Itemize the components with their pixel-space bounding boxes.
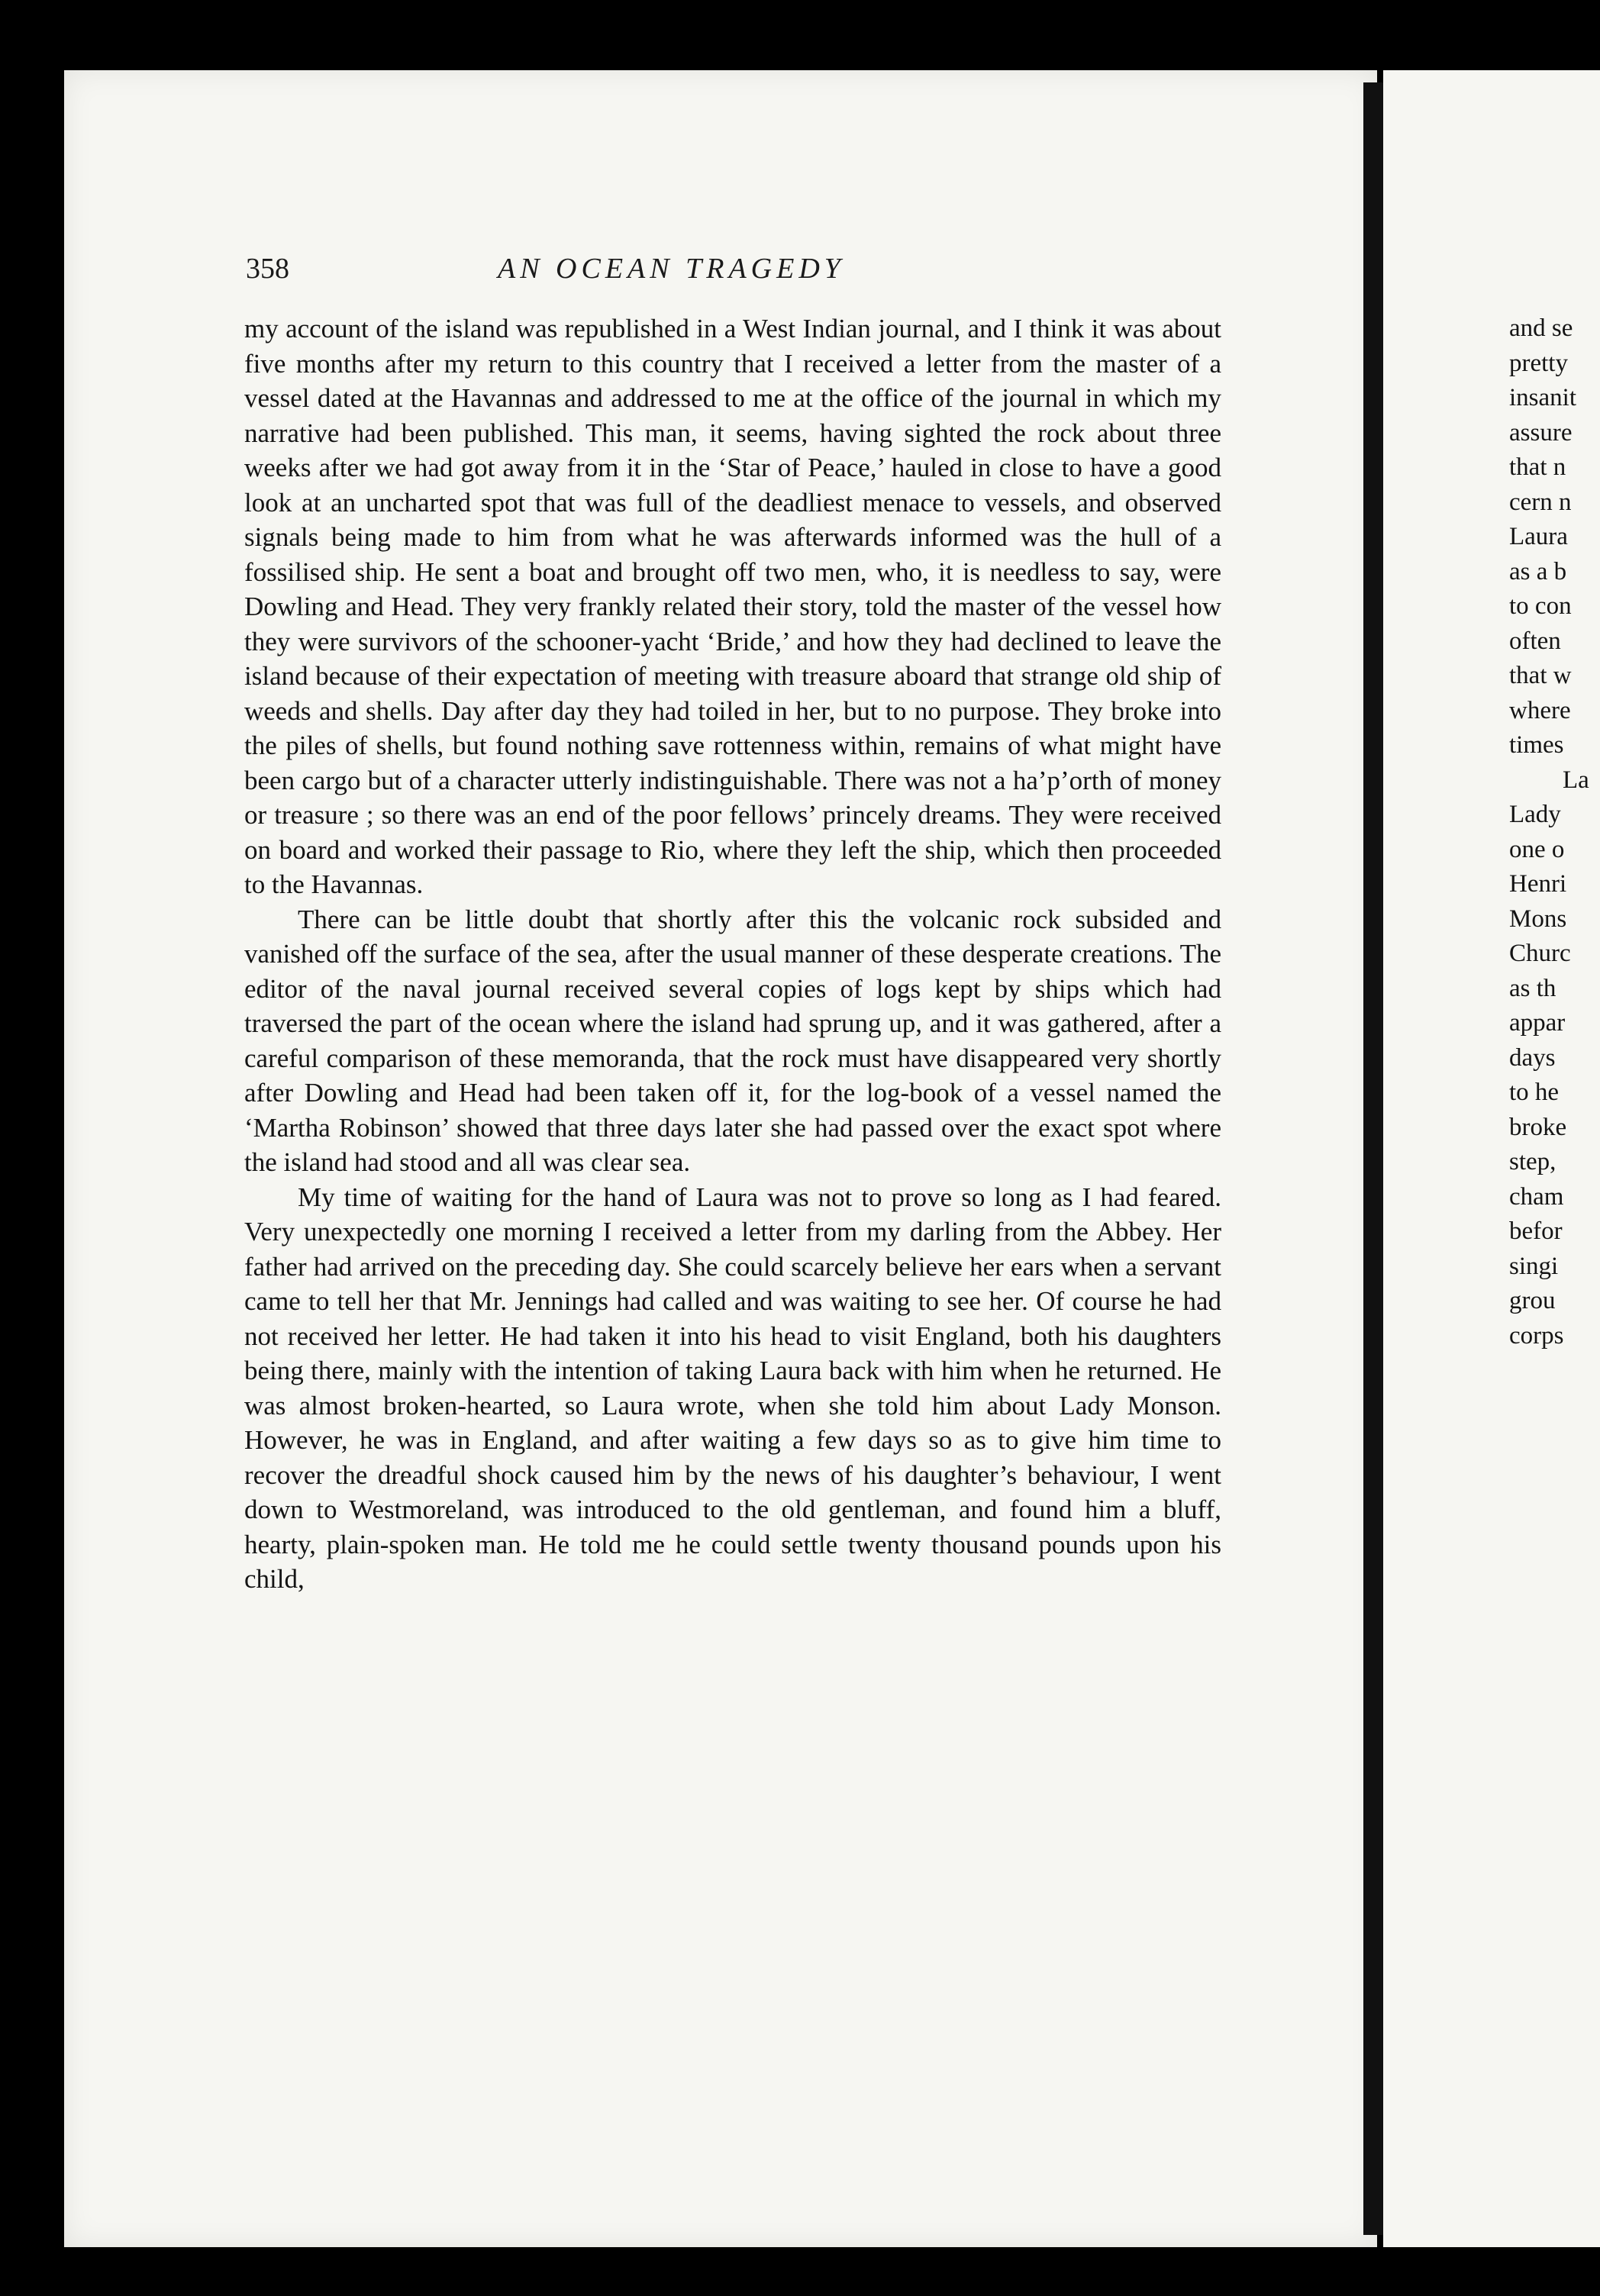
right-line: to he bbox=[1509, 1079, 1560, 1106]
right-line: step, bbox=[1509, 1148, 1556, 1175]
right-line: La bbox=[1563, 766, 1589, 794]
right-line: insanit bbox=[1509, 384, 1576, 411]
right-line: pretty bbox=[1509, 349, 1568, 377]
right-line: Lady bbox=[1509, 801, 1561, 828]
right-line: Laura bbox=[1509, 523, 1568, 550]
paragraph-3: My time of waiting for the hand of Laura was not to prove so long as I had feared. Very unexpectedly one morning I received a letter from my darling from the Abbey. Her father had arrived on the preceding day. She could scarcely believe her ears when a servant came to tell her that Mr. Jennings had called and was waiting to see her. Of course he had not received her letter. He had taken it into his head to visit England, both his daughters being there, mainly with the intention of taking Laura back with him when he returned. He was almost broken-hearted, so Laura wrote, when she told him about Lady Monson. However, he was in England, and after waiting a few days so as to give him time to recover the dreadful shock caused him by the news of his daughter’s behaviour, I went down to Westmoreland, was introduced to the old gentleman, and found him a bluff, hearty, plain-spoken man. He told me he could settle twenty thousand pounds upon his child, bbox=[244, 1182, 1221, 1594]
right-line: times bbox=[1509, 731, 1564, 759]
right-line: singi bbox=[1509, 1252, 1559, 1280]
body-text bbox=[244, 311, 1221, 1597]
right-line: cern n bbox=[1509, 488, 1572, 516]
right-line: cham bbox=[1509, 1182, 1564, 1211]
right-page-text bbox=[1509, 311, 1600, 1353]
right-line: where bbox=[1509, 696, 1571, 724]
right-line: days bbox=[1509, 1043, 1556, 1072]
right-line: appar bbox=[1509, 1009, 1566, 1037]
right-line: broke bbox=[1509, 1113, 1567, 1141]
paragraph-2: There can be little doubt that shortly after this the volcanic rock subsided and vanished off the surface of the sea, after the usual manner of these desperate creations. The editor of the naval journal received several copies of logs kept by ships which had traversed the part of the ocean where the island had sprung up, and it was gathered, after a careful comparison of these memoranda, that the rock must have disappeared very shortly after Dowling and Head had been taken off it, for the log-book of a vessel named the ‘Martha Robinson’ showed that three days later she had passed over the exact spot where the island had stood and all was clear sea. bbox=[244, 904, 1221, 1177]
page-number: 358 bbox=[246, 253, 289, 285]
right-line: Henri bbox=[1509, 870, 1567, 898]
right-line: and se bbox=[1509, 314, 1573, 342]
right-line: corps bbox=[1509, 1321, 1564, 1350]
right-line: as a b bbox=[1509, 557, 1567, 585]
right-line: Churc bbox=[1509, 940, 1571, 967]
right-line: assure bbox=[1509, 418, 1573, 447]
right-line: as th bbox=[1509, 974, 1556, 1002]
right-line: often bbox=[1509, 627, 1561, 655]
right-line: Mons bbox=[1509, 905, 1567, 933]
right-line: that w bbox=[1509, 662, 1572, 689]
right-line: grou bbox=[1509, 1287, 1556, 1314]
right-line: that n bbox=[1509, 453, 1566, 481]
running-title: AN OCEAN TRAGEDY bbox=[498, 253, 845, 285]
page-header bbox=[246, 252, 1223, 289]
right-line: to con bbox=[1509, 592, 1572, 620]
right-line: befor bbox=[1509, 1217, 1563, 1245]
paragraph-1: my account of the island was republished in a West Indian journal, and I think it was about five months after my return to this country that I received a letter from the master of a vessel dated at the Havannas and addressed to me at the office of the journal in which my narrative had been published. This man, it seems, having sighted the rock about three weeks after we had got away from it in the ‘Star of Peace,’ hauled in close to have a good look at an uncharted spot that was full of the deadliest menace to vessels, and observed signals being made to him from what he was afterwards informed was the hull of a fossilised ship. He sent a boat and brought off two men, who, it is needless to say, were Dowling and Head. They very frankly related their story, told the master of the vessel how they were survivors of the schooner-yacht ‘Bride,’ and how they had declined to leave the island because of their expectation of meeting with treasure aboard that strange old ship of weeds and shells. Day after day they had toiled in her, but to no purpose. They broke into the piles of shells, but found nothing save rottenness within, remains of what might have been cargo but of a character utterly indistinguishable. There was not a ha’p’orth of money or treasure ; so there was an end of the poor fellows’ princely dreams. They were received on board and worked their passage to Rio, where they left the ship, which then proceeded to the Havannas. bbox=[244, 314, 1221, 899]
right-line: one o bbox=[1509, 835, 1565, 863]
